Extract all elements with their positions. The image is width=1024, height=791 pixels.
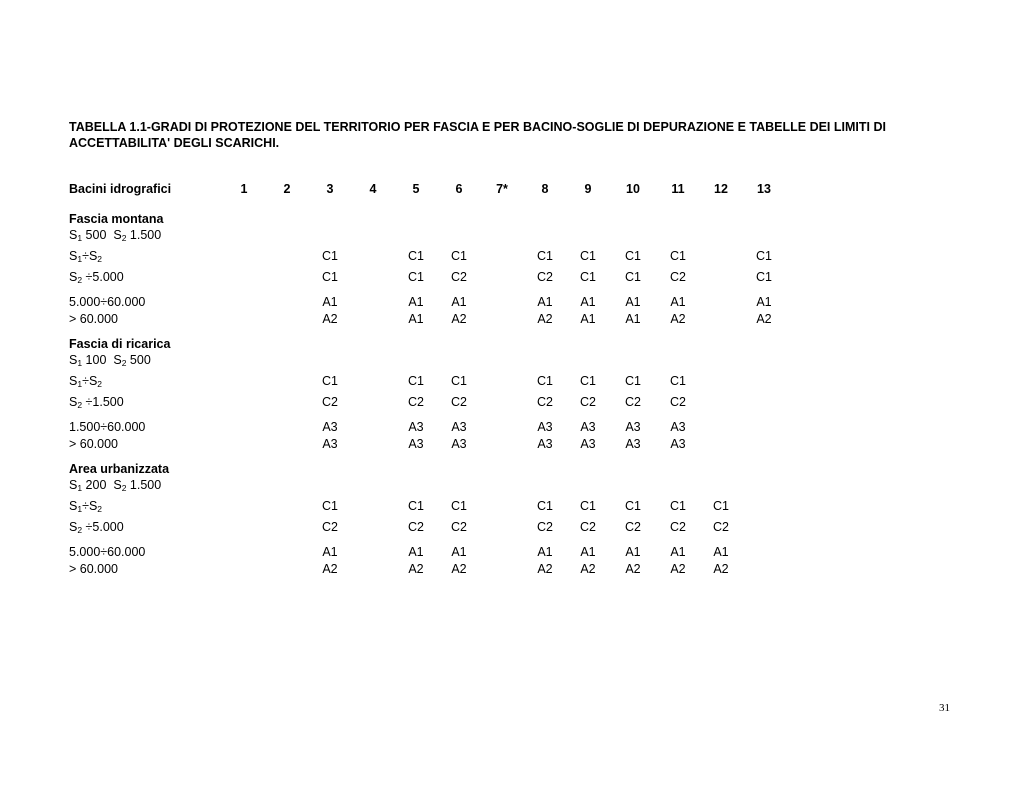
table-cell: A1 (408, 295, 424, 309)
threshold-row (0, 352, 1024, 368)
row-label (69, 394, 124, 413)
table-cell: 9 (584, 182, 592, 196)
table-cell: A3 (670, 437, 686, 451)
table-cell: A2 (451, 312, 467, 326)
row-label-text: S (69, 374, 78, 388)
table-cell: C1 (625, 374, 641, 388)
table-cell: 8 (541, 182, 549, 196)
table-cell: A1 (625, 545, 641, 559)
table-cell: C2 (408, 395, 424, 409)
page-number: 31 (939, 702, 950, 714)
subscript: 2 (97, 504, 103, 514)
table-cell: A1 (625, 295, 641, 309)
header-label: Bacini idrografici (69, 182, 172, 196)
section-title: Fascia montana (69, 212, 164, 226)
table-cell: 1 (240, 182, 248, 196)
table-cell: A2 (713, 562, 729, 576)
threshold-s1-value: 100 (82, 353, 114, 367)
subscript: 1 (77, 358, 83, 368)
table-row (0, 269, 1024, 285)
row-label-text: ÷S (82, 499, 98, 513)
table-cell: C1 (625, 270, 641, 284)
table-cell: 2 (283, 182, 291, 196)
table-cell: C2 (625, 520, 641, 534)
table-cell: A1 (408, 545, 424, 559)
threshold-s1-value: 500 (82, 228, 114, 242)
threshold-s2-value: 1.500 (126, 478, 162, 492)
table-cell: C1 (322, 499, 338, 513)
header-row (0, 181, 1024, 197)
table-row (0, 394, 1024, 410)
subscript: 2 (77, 525, 83, 535)
table-cell: C1 (580, 249, 596, 263)
table-cell: C2 (537, 520, 553, 534)
table-cell: C2 (537, 395, 553, 409)
row-label-text: ÷5.000 (82, 520, 124, 534)
table-cell: 11 (671, 182, 685, 196)
table-cell: C1 (625, 249, 641, 263)
table-cell: A1 (537, 295, 553, 309)
table-cell: A3 (625, 420, 641, 434)
table-cell: C2 (580, 395, 596, 409)
subscript: 2 (77, 275, 83, 285)
row-label-text: ÷1.500 (82, 395, 124, 409)
row-label-text: 1.500÷60.000 (69, 420, 146, 434)
table-cell: A3 (537, 437, 553, 451)
section-title: Area urbanizzata (69, 462, 170, 476)
row-label (69, 373, 102, 392)
section-title-row (0, 211, 1024, 227)
table-cell: C2 (408, 520, 424, 534)
table-cell: C1 (625, 499, 641, 513)
subscript: 2 (121, 483, 127, 493)
table-cell: C2 (537, 270, 553, 284)
table-cell: C2 (670, 520, 686, 534)
subscript: 1 (77, 254, 83, 264)
row-label (69, 498, 102, 517)
table-cell: C2 (625, 395, 641, 409)
row-label-text: > 60.000 (69, 562, 119, 576)
subscript: 2 (97, 379, 103, 389)
table-cell: A3 (408, 437, 424, 451)
table-cell: A2 (322, 312, 338, 326)
table-cell: 13 (757, 182, 771, 196)
table-cell: A1 (580, 545, 596, 559)
row-label-text: ÷5.000 (82, 270, 124, 284)
table-row (0, 248, 1024, 264)
table-cell: A1 (580, 295, 596, 309)
table-cell: A3 (625, 437, 641, 451)
table-cell: A3 (580, 420, 596, 434)
table-cell: C1 (322, 270, 338, 284)
row-label (69, 419, 145, 435)
table-cell: A3 (670, 420, 686, 434)
table-cell: C1 (537, 249, 553, 263)
table-cell: C1 (580, 499, 596, 513)
table-cell: A2 (756, 312, 772, 326)
row-label-text: > 60.000 (69, 312, 119, 326)
table-cell: A2 (670, 312, 686, 326)
table-cell: 4 (369, 182, 377, 196)
table-cell: C1 (670, 374, 686, 388)
table-row (0, 498, 1024, 514)
table-cell: C1 (408, 374, 424, 388)
table-cell: C2 (451, 270, 467, 284)
subscript: 1 (77, 233, 83, 243)
subscript: 2 (97, 254, 103, 264)
row-label-text: S (69, 499, 78, 513)
table-cell: A1 (756, 295, 772, 309)
table-cell: 7* (496, 182, 508, 196)
threshold-s2-label: S (113, 353, 122, 367)
table-cell: C2 (322, 520, 338, 534)
table-cell: A1 (451, 295, 467, 309)
table-row (0, 544, 1024, 560)
table-title: TABELLA 1.1-GRADI DI PROTEZIONE DEL TERRITORIO PER FASCIA E PER BACINO-SOGLIE DI DEPURAZIONE E TABELLE DEI LIMITI DI ACCETTABILITA' DEGLI SCARICHI. (69, 120, 886, 150)
table-cell: A2 (537, 562, 553, 576)
row-label (69, 544, 145, 560)
table-cell: A1 (408, 312, 424, 326)
threshold-s2-value: 500 (126, 353, 151, 367)
table-cell: A2 (625, 562, 641, 576)
table-cell: C2 (670, 270, 686, 284)
table-row (0, 436, 1024, 452)
row-label (69, 561, 118, 577)
row-label-text: S (69, 249, 78, 263)
table-cell: C1 (670, 499, 686, 513)
table-cell: A3 (322, 420, 338, 434)
table-cell: A2 (451, 562, 467, 576)
table-cell: 10 (626, 182, 640, 196)
table-row (0, 419, 1024, 435)
table-cell: A1 (537, 545, 553, 559)
table-cell: C1 (322, 249, 338, 263)
table-cell: 3 (326, 182, 334, 196)
table-row (0, 373, 1024, 389)
table-cell: C2 (713, 520, 729, 534)
table-cell: 6 (455, 182, 463, 196)
table-cell: A2 (580, 562, 596, 576)
table-cell: A1 (713, 545, 729, 559)
threshold-row (0, 477, 1024, 493)
table-cell: A2 (408, 562, 424, 576)
threshold-label (69, 352, 151, 371)
threshold-s2-label: S (113, 228, 122, 242)
table-cell: C2 (670, 395, 686, 409)
table-cell: A3 (537, 420, 553, 434)
table-cell: C1 (580, 374, 596, 388)
table-cell: C1 (451, 374, 467, 388)
row-label (69, 519, 124, 538)
table-cell: A1 (580, 312, 596, 326)
row-label (69, 248, 102, 267)
subscript: 1 (77, 379, 83, 389)
table-cell: 5 (412, 182, 420, 196)
table-cell: C1 (451, 249, 467, 263)
section-title-row (0, 336, 1024, 352)
table-cell: C1 (580, 270, 596, 284)
table-cell: A1 (322, 295, 338, 309)
table-cell: A3 (322, 437, 338, 451)
table-cell: C1 (408, 499, 424, 513)
section-title-row (0, 461, 1024, 477)
table-cell: C1 (756, 249, 772, 263)
table-cell: C1 (408, 249, 424, 263)
table-cell: A2 (322, 562, 338, 576)
row-label (69, 436, 118, 452)
table-cell: A1 (625, 312, 641, 326)
table-cell: A2 (537, 312, 553, 326)
subscript: 2 (121, 233, 127, 243)
row-label-text: 5.000÷60.000 (69, 545, 146, 559)
table-row (0, 519, 1024, 535)
row-label-text: > 60.000 (69, 437, 119, 451)
table-row (0, 311, 1024, 327)
row-label-text: ÷S (82, 249, 98, 263)
table-cell: A3 (580, 437, 596, 451)
threshold-s2-label: S (113, 478, 122, 492)
row-label (69, 311, 118, 327)
table-cell: C1 (537, 374, 553, 388)
table-cell: A3 (451, 420, 467, 434)
threshold-row (0, 227, 1024, 243)
table-cell: 12 (714, 182, 728, 196)
table-cell: A3 (451, 437, 467, 451)
threshold-s1-label: S (69, 228, 78, 242)
subscript: 1 (77, 504, 83, 514)
row-label-text: S (69, 270, 78, 284)
row-label-text: S (69, 395, 78, 409)
row-label-text: S (69, 520, 78, 534)
subscript: 1 (77, 483, 83, 493)
subscript: 2 (121, 358, 127, 368)
section-title: Fascia di ricarica (69, 337, 171, 351)
table-cell: C1 (756, 270, 772, 284)
table-cell: A1 (670, 295, 686, 309)
row-label-text: ÷S (82, 374, 98, 388)
threshold-s2-value: 1.500 (126, 228, 162, 242)
threshold-s1-label: S (69, 478, 78, 492)
threshold-s1-value: 200 (82, 478, 114, 492)
table-cell: C1 (713, 499, 729, 513)
table-cell: A1 (670, 545, 686, 559)
threshold-label (69, 227, 161, 246)
table-cell: A1 (322, 545, 338, 559)
row-label (69, 269, 124, 288)
subscript: 2 (77, 400, 83, 410)
table-cell: A1 (451, 545, 467, 559)
table-cell: C1 (322, 374, 338, 388)
table-cell: C2 (451, 520, 467, 534)
table-row (0, 561, 1024, 577)
table-cell: C1 (451, 499, 467, 513)
table-row (0, 294, 1024, 310)
table-cell: C1 (408, 270, 424, 284)
threshold-s1-label: S (69, 353, 78, 367)
table-cell: C1 (537, 499, 553, 513)
table-cell: A3 (408, 420, 424, 434)
table-cell: A2 (670, 562, 686, 576)
table-cell: C2 (451, 395, 467, 409)
row-label-text: 5.000÷60.000 (69, 295, 146, 309)
table-cell: C2 (580, 520, 596, 534)
row-label (69, 294, 145, 310)
table-cell: C1 (670, 249, 686, 263)
table-cell: C2 (322, 395, 338, 409)
threshold-label (69, 477, 161, 496)
